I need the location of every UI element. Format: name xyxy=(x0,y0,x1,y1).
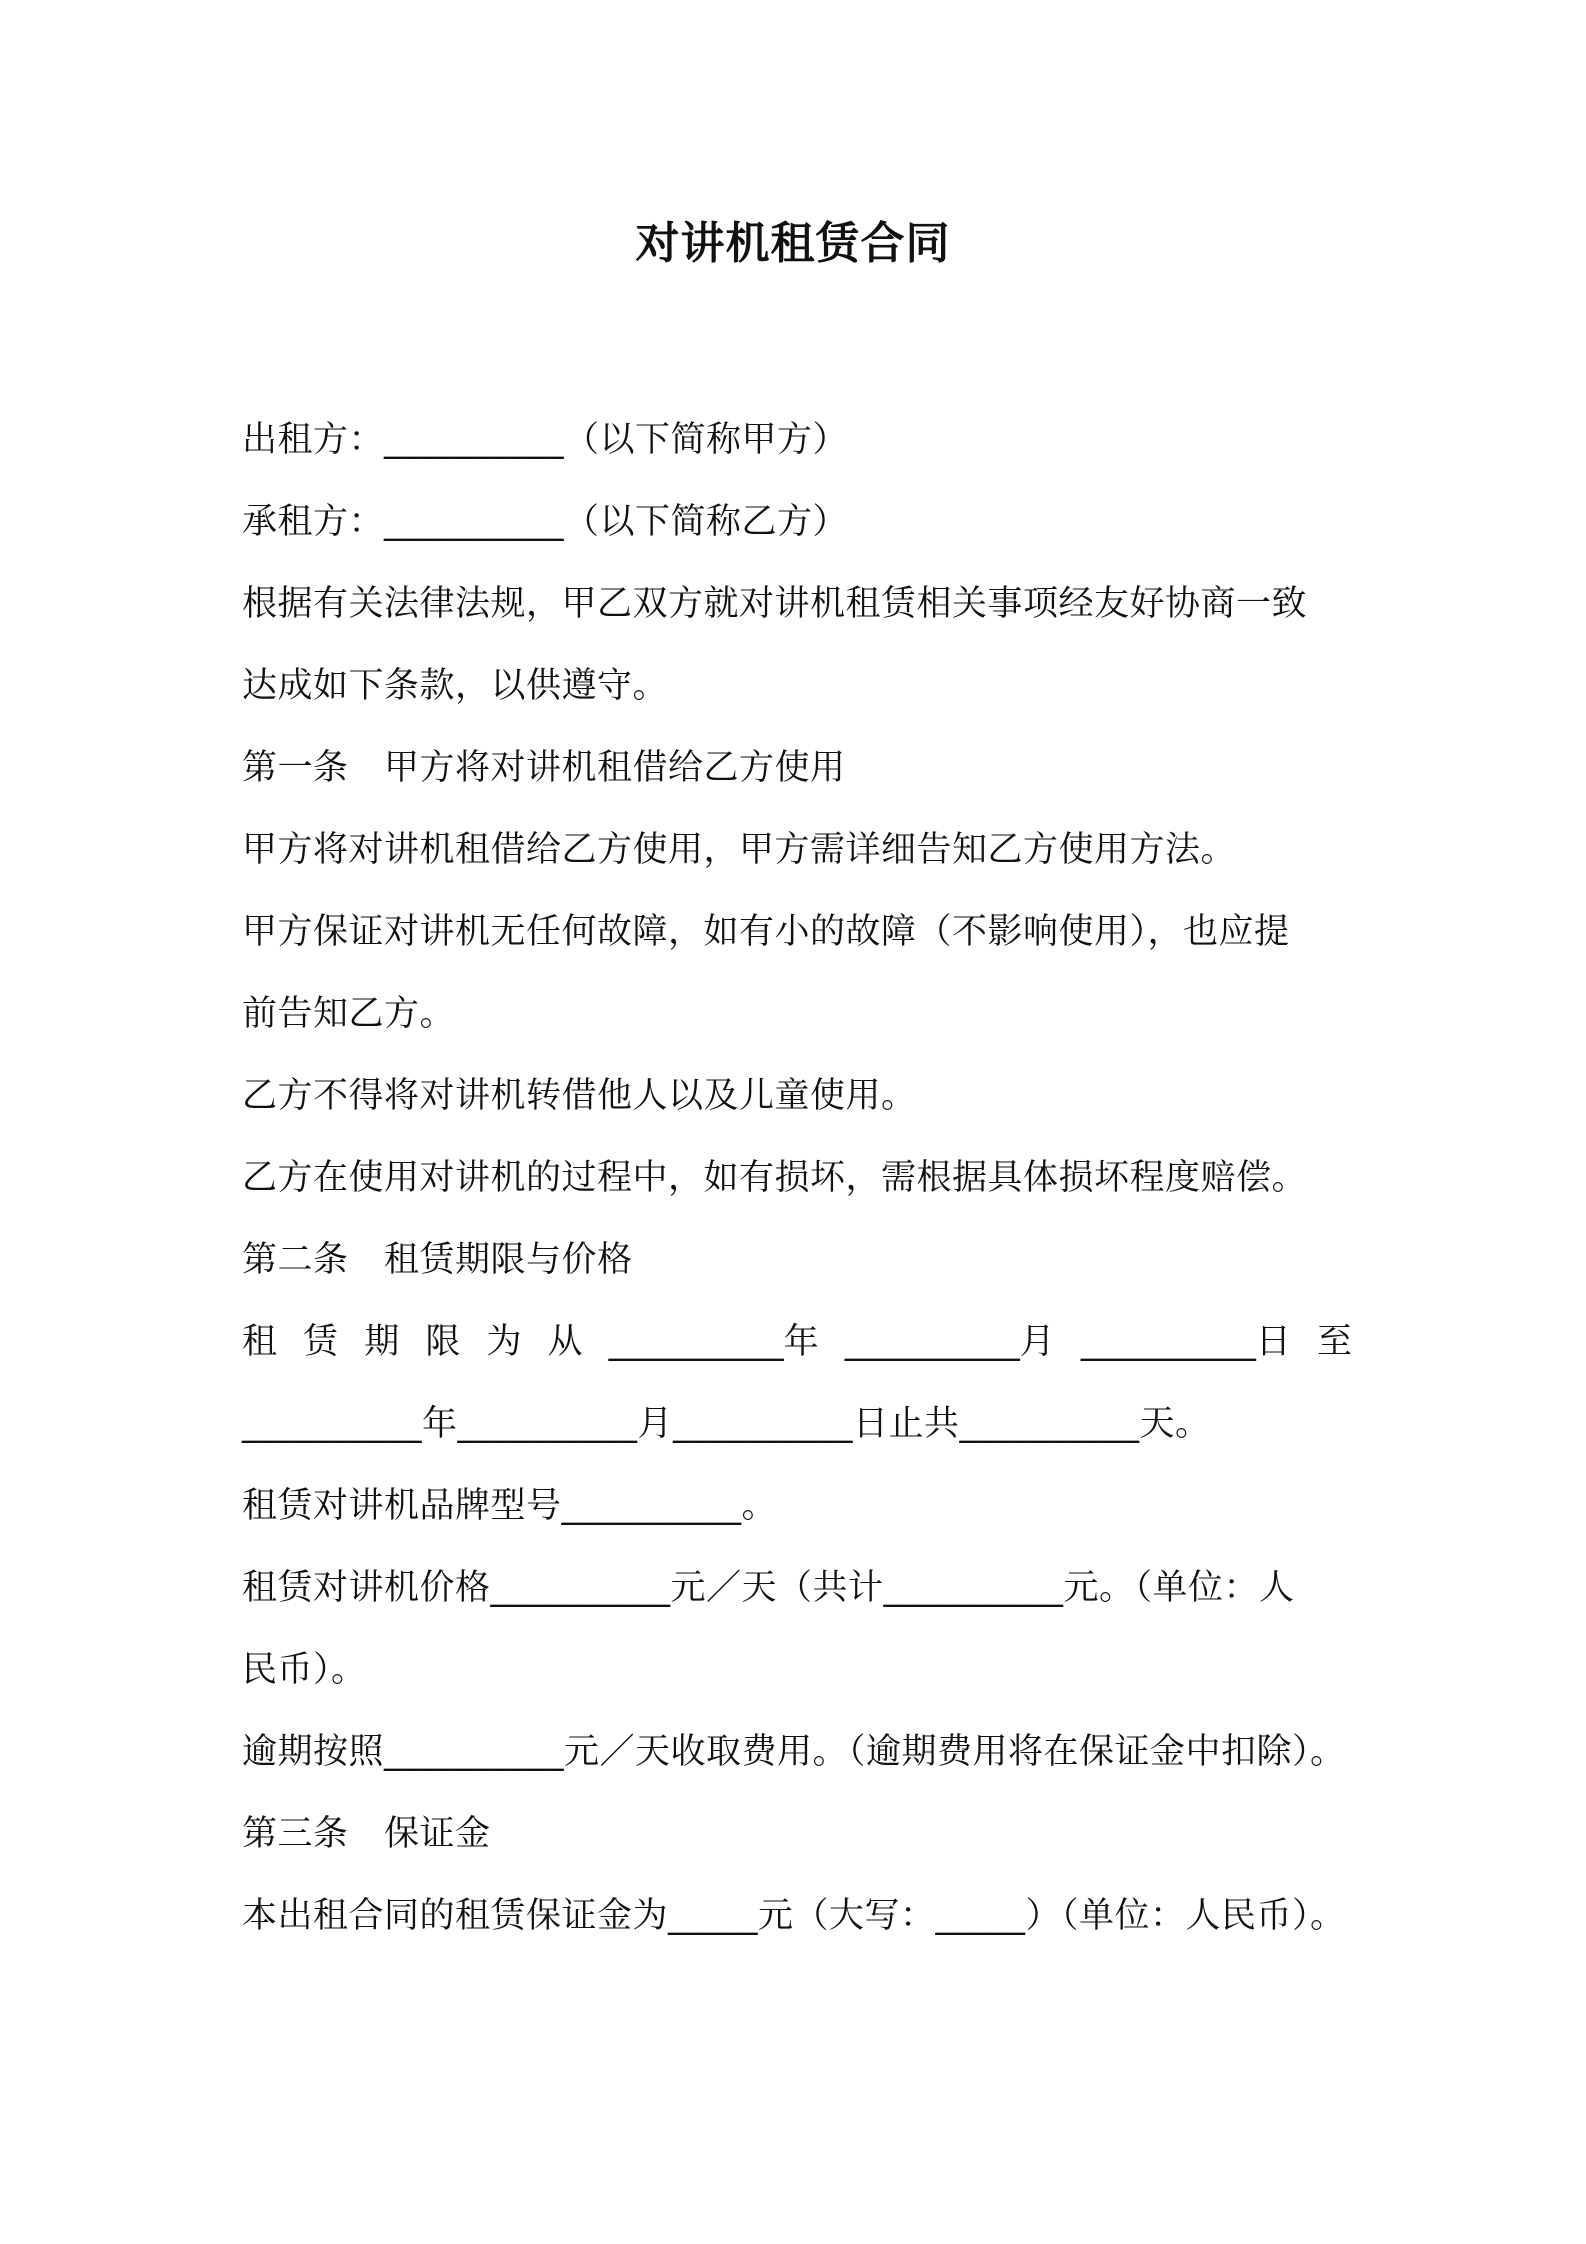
article-1-para-4: 乙方在使用对讲机的过程中，如有损坏，需根据具体损坏程度赔偿。 xyxy=(242,1158,1308,1198)
article-2-heading: 第二条 租赁期限与价格 xyxy=(242,1240,633,1280)
deposit-line: 本出租合同的租赁保证金为_____元（大写：_____）（单位：人民币）。 xyxy=(242,1896,1346,1936)
brand-model-line: 租赁对讲机品牌型号__________。 xyxy=(242,1486,778,1526)
lease-period-line-2: __________年__________月__________日止共__________天。 xyxy=(242,1404,1211,1444)
lease-period-token: 期 xyxy=(364,1322,400,1362)
lease-period-token: 租 xyxy=(242,1322,278,1362)
article-1-heading: 第一条 甲方将对讲机租借给乙方使用 xyxy=(242,748,846,788)
article-1-para-3: 乙方不得将对讲机转借他人以及儿童使用。 xyxy=(242,1076,917,1116)
lessor-line: 出租方：__________（以下简称甲方） xyxy=(242,420,849,460)
price-line-2: 民币）。 xyxy=(242,1650,367,1690)
lease-period-token: 限 xyxy=(425,1322,461,1362)
lease-period-token: 至 xyxy=(1316,1322,1352,1362)
preamble-line-1: 根据有关法律法规，甲乙双方就对讲机租赁相关事项经友好协商一致 xyxy=(242,584,1308,624)
lessee-line: 承租方：__________（以下简称乙方） xyxy=(242,502,849,542)
overdue-line: 逾期按照__________元／天收取费用。（逾期费用将在保证金中扣除）。 xyxy=(242,1732,1346,1772)
lease-period-token: __________日 xyxy=(1080,1322,1291,1362)
lease-period-token: 赁 xyxy=(303,1322,339,1362)
lease-period-token: 为 xyxy=(486,1322,522,1362)
lease-period-line-1 xyxy=(242,1314,1352,1370)
lease-period-token: __________月 xyxy=(844,1322,1055,1362)
preamble-line-2: 达成如下条款，以供遵守。 xyxy=(242,666,669,706)
document-title: 对讲机租赁合同 xyxy=(635,218,951,269)
price-line-1: 租赁对讲机价格__________元／天（共计__________元。（单位：人 xyxy=(242,1568,1295,1608)
article-1-para-2-line-2: 前告知乙方。 xyxy=(242,994,456,1034)
article-1-para-2-line-1: 甲方保证对讲机无任何故障，如有小的故障（不影响使用），也应提 xyxy=(242,912,1290,952)
lease-period-token: __________年 xyxy=(608,1322,819,1362)
article-3-heading: 第三条 保证金 xyxy=(242,1814,491,1854)
article-1-para-1: 甲方将对讲机租借给乙方使用，甲方需详细告知乙方使用方法。 xyxy=(242,830,1237,870)
lease-period-token: 从 xyxy=(547,1322,583,1362)
